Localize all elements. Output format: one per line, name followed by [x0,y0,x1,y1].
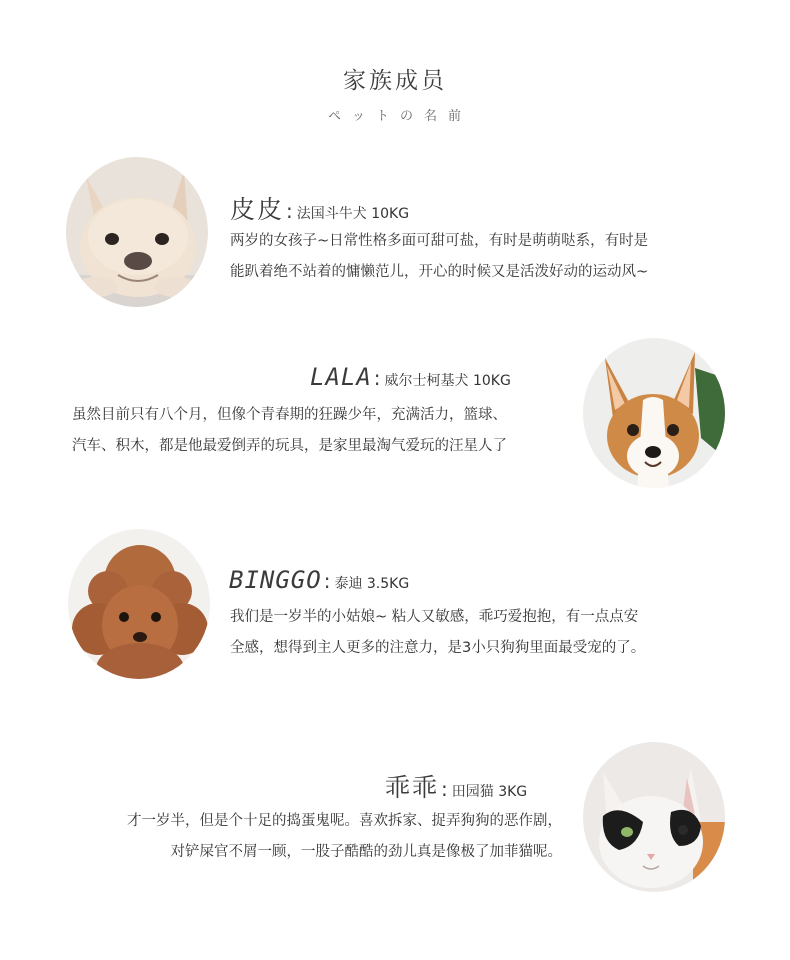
description-line: 我们是一岁半的小姑娘~ 粘人又敏感，乖巧爱抱抱，有一点点安 [230,609,639,625]
pet-description [72,806,562,868]
name-colon: : [441,777,448,801]
french-bulldog-photo [66,157,208,307]
name-colon: : [373,366,381,390]
pet-name: 乖乖 [385,773,440,802]
pet-breed: 威尔士柯基犬 10KG [384,373,511,389]
pet-description [230,602,645,664]
description-line: 对铲屎官不屑一顾，一股子酷酷的劲儿真是像极了加菲猫呢。 [170,844,562,860]
section-subtitle: ペットの名前 [327,109,472,124]
pet-breed: 法国斗牛犬 10KG [296,206,410,222]
pet-name-line [385,768,527,804]
description-line: 才一岁半，但是个十足的捣蛋鬼呢。喜欢拆家、捉弄狗狗的恶作剧， [127,813,562,829]
pet-name: 皮皮 [230,195,285,224]
poodle-photo [68,529,210,679]
description-line: 两岁的女孩子~日常性格多面可甜可盐，有时是萌萌哒系，有时是 [230,233,649,249]
pet-description [230,226,648,288]
pet-name-line [229,566,409,594]
name-colon: : [286,199,293,223]
pet-description [72,400,507,462]
pet-breed: 田园猫 3KG [451,784,528,800]
section-title: 家族成员 [343,68,447,94]
description-line: 汽车、积木，都是他最爱倒弄的玩具，是家里最淘气爱玩的汪星人了 [72,438,507,454]
pet-name-line [230,190,409,226]
description-line: 能趴着绝不站着的慵懒范儿，开心的时候又是活泼好动的运动风~ [230,264,649,280]
pet-name: BINGGO [229,566,322,594]
pet-name: LALA [310,363,372,391]
description-line: 全感，想得到主人更多的注意力，是3小只狗狗里面最受宠的了。 [230,640,646,656]
section-header [0,62,790,124]
description-line: 虽然目前只有八个月，但像个青春期的狂躁少年，充满活力，篮球、 [72,407,507,423]
name-colon: : [323,569,331,593]
cat-photo [583,742,725,892]
pet-name-line [310,363,511,391]
pet-breed: 泰迪 3.5KG [334,576,410,592]
corgi-photo [583,338,725,488]
